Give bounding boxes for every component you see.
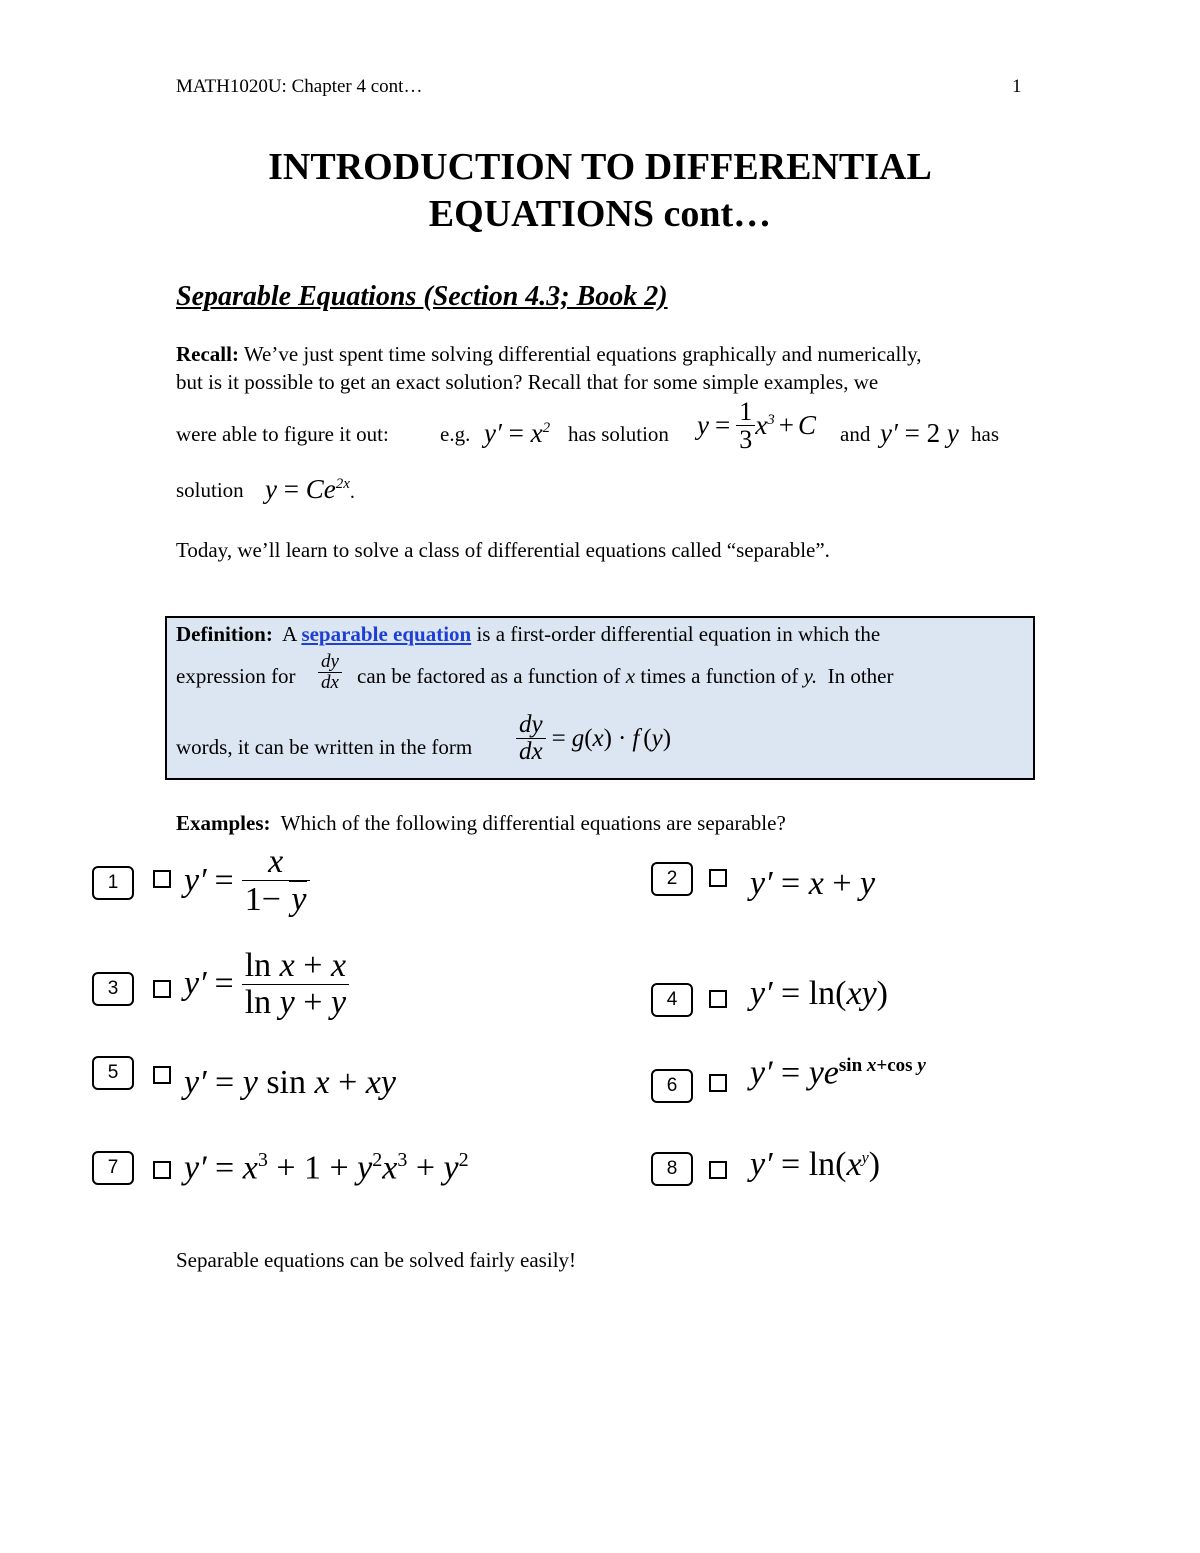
recall-text-1: We’ve just spent time solving differential equations graphically and numerically, <box>243 342 922 366</box>
example-number-2: 2 <box>651 862 693 896</box>
solution-cubic: y = $\frac{1}{3}$ x 3 + C <box>697 397 816 455</box>
definition-line-1 <box>176 624 880 645</box>
example-5-checkbox[interactable] <box>153 1066 171 1084</box>
examples-line <box>176 813 786 834</box>
example-1-checkbox[interactable] <box>153 870 171 888</box>
today-text: Today, we’ll learn to solve a class of differential equations called “separable”. <box>176 538 830 562</box>
example-equation-y-prime-2y: y′ = 2 y <box>880 418 959 448</box>
example-6-equation: $y' = ye^{sin x+cos y}$ <box>750 1054 926 1092</box>
definition-text-1: is a first-order differential equation in which the <box>476 622 881 646</box>
page-title-line-2: EQUATIONS cont… <box>428 193 772 235</box>
example-number-5: 5 <box>92 1056 134 1090</box>
example-6-checkbox[interactable] <box>709 1074 727 1092</box>
page-title-line-1: INTRODUCTION TO DIFFERENTIAL <box>268 146 932 188</box>
definition-line-3: words, it can be written in the form <box>176 735 473 759</box>
example-8-equation: $y' = \ln(x^y)$ <box>750 1146 881 1183</box>
example-5-equation: y′ = y sin x + xy <box>184 1064 396 1101</box>
expression-for-label: expression for <box>176 664 296 688</box>
example-7-checkbox[interactable] <box>153 1161 171 1179</box>
example-equation-y-prime-x-squared: $y' = x^2$ <box>484 418 551 448</box>
dy-dx-fraction-small: $\frac{dy}{dx}$ <box>318 652 342 693</box>
example-3-checkbox[interactable] <box>153 980 171 998</box>
separable-equation-link[interactable]: separable equation <box>301 622 472 646</box>
closing-text: Separable equations can be solved fairly easily! <box>176 1248 577 1272</box>
recall-label: Recall: <box>176 342 239 366</box>
has-solution-label: has solution <box>568 422 669 446</box>
separable-form-equation: $\frac{dy}{dx}$ = g ( x ) · f ( y ) <box>516 712 671 766</box>
examples-label: Examples: <box>176 811 271 835</box>
example-4-equation: y′ = ln(xy) <box>750 975 888 1012</box>
and-label: and <box>840 422 871 446</box>
example-2-equation: y′ = x + y <box>750 865 876 902</box>
example-8-checkbox[interactable] <box>709 1161 727 1179</box>
examples-question: Which of the following differential equations are separable? <box>280 811 786 835</box>
solution-exponential: $y = Ce^{2x}$. <box>265 474 355 504</box>
example-2-checkbox[interactable] <box>709 869 727 887</box>
example-number-3: 3 <box>92 972 134 1006</box>
definition-article: A <box>282 622 297 646</box>
recall-line-2: but is it possible to get an exact solution? Recall that for some simple examples, we <box>176 370 879 394</box>
eg-label: e.g. <box>440 422 471 446</box>
definition-text-2b: times a function of <box>640 664 799 688</box>
example-number-7: 7 <box>92 1151 134 1185</box>
var-y: y. <box>803 664 818 688</box>
example-1-equation: y′ = $\frac{x}{1- y}$ <box>184 844 310 917</box>
has-label: has <box>971 422 999 446</box>
example-number-1: 1 <box>92 866 134 900</box>
example-7-equation: $y' = x^3 + 1 + y^2x^3 + y^2$ <box>184 1149 469 1187</box>
definition-text-2c: In other <box>827 664 894 688</box>
example-4-checkbox[interactable] <box>709 990 727 1008</box>
definition-line-2 <box>357 666 894 687</box>
example-number-4: 4 <box>651 983 693 1017</box>
recall-line-1 <box>176 344 922 365</box>
page-number: 1 <box>1012 76 1022 97</box>
header-course-label: MATH1020U: Chapter 4 cont… <box>176 76 423 97</box>
definition-label: Definition: <box>176 622 273 646</box>
section-heading: Separable Equations (Section 4.3; Book 2) <box>176 281 668 312</box>
example-number-6: 6 <box>651 1069 693 1103</box>
example-3-equation: y′ = $\frac{\text{ln x + x}}{\text{ln y + y}}$ <box>184 948 349 1020</box>
definition-text-2a: can be factored as a function of <box>357 664 621 688</box>
recall-line-3-text: were able to figure it out: <box>176 422 389 446</box>
solution-label: solution <box>176 478 244 502</box>
var-x: x <box>625 664 636 688</box>
example-number-8: 8 <box>651 1152 693 1186</box>
